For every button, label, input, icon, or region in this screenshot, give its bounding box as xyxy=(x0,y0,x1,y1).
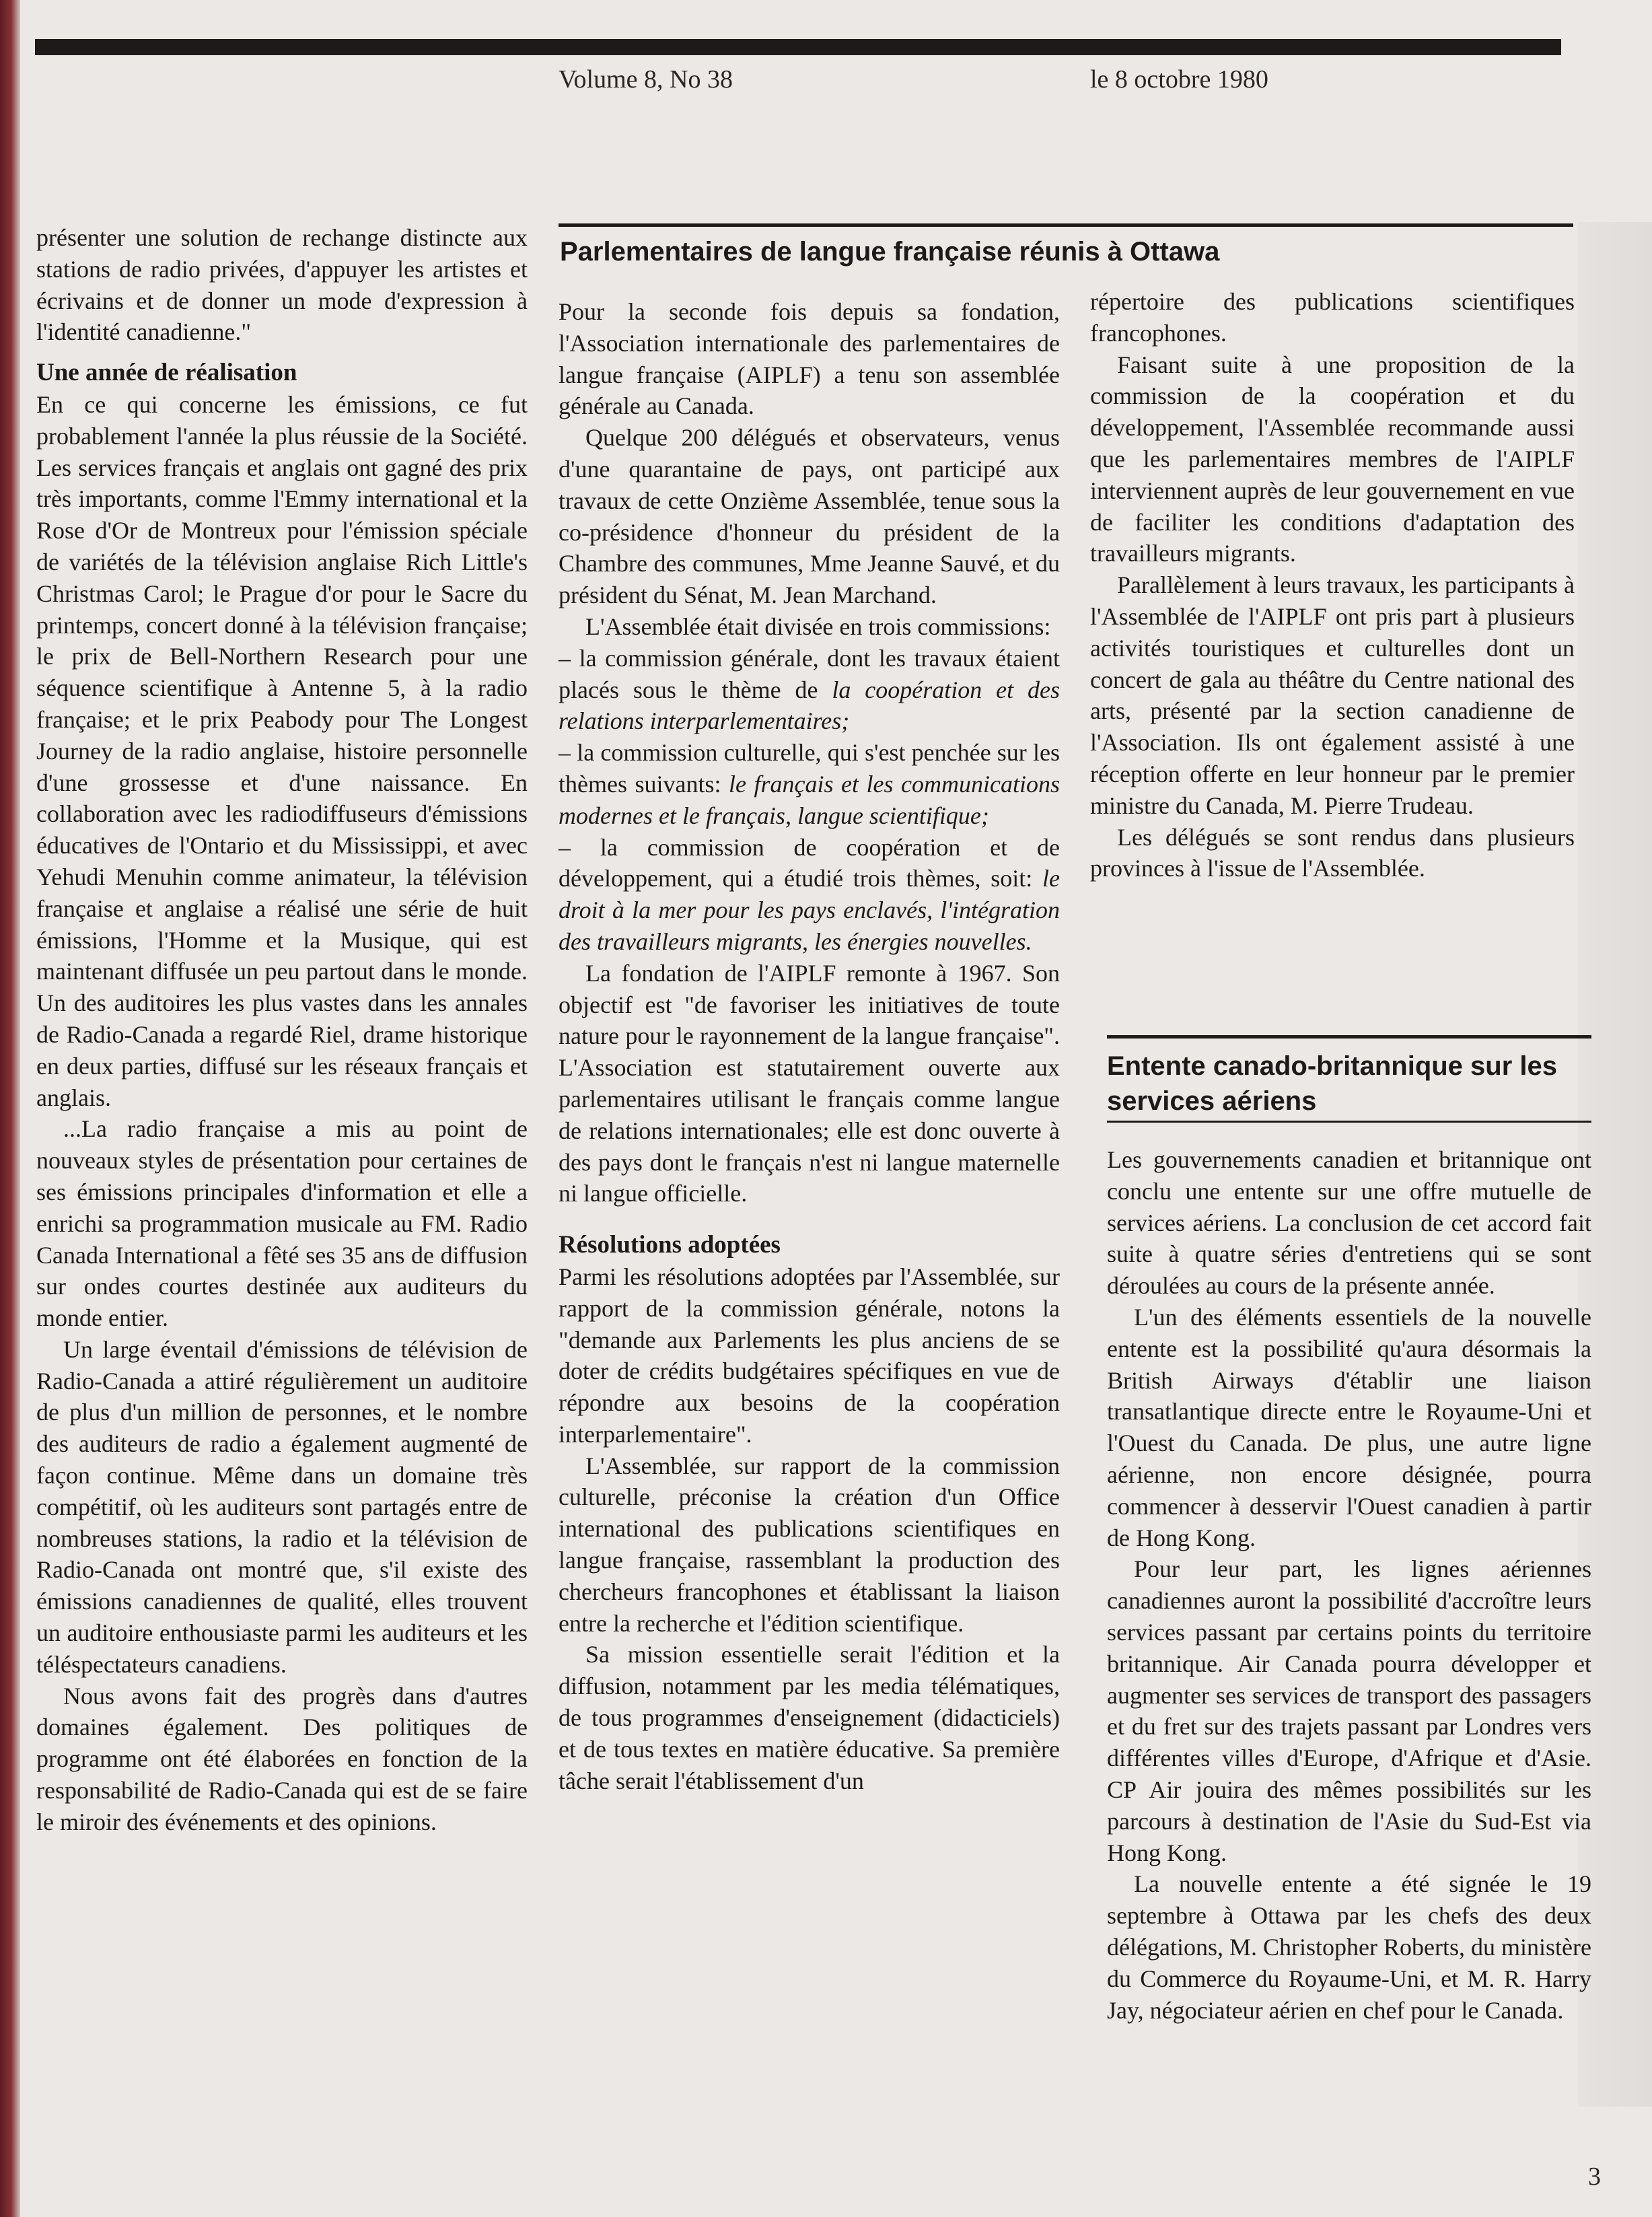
list-item: – la commission de coopération et de développement, qui a étudié trois thèmes, soit: le droit à la mer pour les pays enclavés, l'intégration des travailleurs migrants, les énergies nouvelles. xyxy=(559,833,1060,955)
paragraph: L'Assemblée, sur rapport de la commission culturelle, préconise la création d'un Office international des publications scientifiques en langue française, rassemblant la production des chercheurs francophones et établissant la liaison entre la recherche et l'édition scientifique. xyxy=(559,1452,1060,1637)
binding-gutter xyxy=(0,0,20,2217)
paragraph: Nous avons fait des progrès dans d'autres domaines également. Des politiques de programme ont été élaborées en fonction de la responsabilité de Radio-Canada qui est de se faire le miroir des événements et des opinions. xyxy=(36,1682,528,1835)
paragraph: Sa mission essentielle serait l'édition et la diffusion, notamment par les media télématiques, de tous programmes d'enseignement (didacticiels) et de tous textes en matière éducative. Sa première tâche serait l'établissement d'un xyxy=(559,1641,1060,1794)
article-rule xyxy=(1107,1035,1591,1039)
paragraph: L'un des éléments essentiels de la nouvelle entente est la possibilité qu'aura désormais la British Airways d'établir une liaison transatlantique directe entre le Royaume-Uni et l'Ouest du Canada. De plus, une autre ligne aérienne, non encore désignée, pourra commencer à desservir l'Ouest canadien à partir de Hong Kong. xyxy=(1107,1303,1591,1551)
article-rule xyxy=(559,223,1573,227)
paragraph: Parmi les résolutions adoptées par l'Assemblée, sur rapport de la commission générale, notons la "demande aux Parlements les plus anciens de se doter de crédits budgétaires spécifiques en vue de répondre aux besoins de la coopération interparlementaire". xyxy=(559,1263,1060,1448)
paragraph: Faisant suite à une proposition de la commission de la coopération et du développement, l'Assemblée recommande aussi que les parlementaires membres de l'AIPLF interviennent auprès de leur gouvernement en vue de faciliter les conditions d'adaptation des travailleurs migrants. xyxy=(1090,351,1575,567)
paragraph: répertoire des publications scientifiques francophones. xyxy=(1090,288,1575,347)
paragraph: L'Assemblée était divisée en trois commissions: xyxy=(585,612,1051,640)
paragraph: ...La radio française a mis au point de nouveaux styles de présentation pour certaines de ses émissions principales d'information et elle a enrichi sa programmation musicale au FM. Radio Canada International a fêté ses 35 ans de diffusion sur ondes courtes destinée aux auditeurs du monde entier. xyxy=(36,1115,528,1332)
paragraph: Pour la seconde fois depuis sa fondation, l'Association internationale des parlementaires de langue française (AIPLF) a tenu son assemblée générale au Canada. xyxy=(559,298,1060,420)
page-number: 3 xyxy=(1588,2162,1601,2191)
paragraph: En ce qui concerne les émissions, ce fut probablement l'année la plus réussie de la Société. Les services français et anglais ont gagné des prix très importants, comme l'Emmy international et la Rose d'Or de Montreux pour l'émission spéciale de variétés de la télévision anglaise Rich Little's Christmas Carol; le Prague d'or pour le Sacre du printemps, concert donné à la télévision française; le prix de Bell-Northern Research pour une séquence scientifique à Antenne 5, à la radio française; et le prix Peabody pour The Longest Journey de la radio anglaise, histoire personnelle d'une grossesse et d'une naissance. En collaboration avec les radiodiffuseurs d'émissions éducatives de l'Ontario et du Mississippi, et avec Yehudi Menuhin comme animateur, la télévision française et anglaise a réalisé une série de huit émissions, l'Homme et la Musique, qui est maintenant diffusée un peu partout dans le monde. Un des auditoires les plus vastes dans les annales de Radio-Canada a regardé Riel, drame historique en deux parties, diffusé sur les réseaux français et anglais. xyxy=(36,390,528,1111)
paragraph: Les délégués se sont rendus dans plusieurs provinces à l'issue de l'Assemblée. xyxy=(1090,823,1575,882)
paragraph: présenter une solution de rechange distincte aux stations de radio privées, d'appuyer les artistes et écrivains et de donner un mode d'expression à l'identité canadienne." xyxy=(36,224,528,346)
paragraph: Pour leur part, les lignes aériennes canadiennes auront la possibilité d'accroître leurs services passant par certains points du territoire britannique. Air Canada pourra développer et augmenter ses services de transport des passagers et du fret sur des trajets passant par Londres vers différentes villes d'Europe, d'Afrique et d'Asie. CP Air jouira des mêmes possibilités sur les parcours à destination de l'Asie du Sud-Est via Hong Kong. xyxy=(1107,1555,1591,1866)
paragraph: La nouvelle entente a été signée le 19 septembre à Ottawa par les chefs des deux délégations, M. Christopher Roberts, du ministère du Commerce du Royaume-Uni, et M. R. Harry Jay, négociateur aérien en chef pour le Canada. xyxy=(1107,1870,1591,2024)
title-rule xyxy=(1107,1121,1591,1123)
article-title: Entente canado-britannique sur les services aériens xyxy=(1107,1051,1558,1116)
volume-label: Volume 8, No 38 xyxy=(559,65,733,94)
article1-column2 xyxy=(1090,286,1575,884)
section-heading: Résolutions adoptées xyxy=(559,1231,781,1259)
paragraph: Quelque 200 délégués et observateurs, venus d'une quarantaine de pays, ont participé aux travaux de cette Onzième Assemblée, tenue sous la co-présidence d'honneur du président de la Chambre des communes, Mme Jeanne Sauvé, et du président du Sénat, M. Jean Marchand. xyxy=(559,424,1060,609)
issue-date: le 8 octobre 1980 xyxy=(1090,65,1268,94)
list-item: – la commission générale, dont les travaux étaient placés sous le thème de la coopération et des relations interparlementaires; xyxy=(559,644,1060,735)
article1-column1 xyxy=(559,296,1060,1796)
section-heading: Une année de réalisation xyxy=(36,359,297,387)
article-title: Parlementaires de langue française réunis à Ottawa xyxy=(560,237,1220,267)
list-item: – la commission culturelle, qui s'est penchée sur les thèmes suivants: le français et les communications modernes et le français, langue scientifique; xyxy=(559,739,1060,829)
paragraph: Les gouvernements canadien et britannique ont conclu une entente sur une offre mutuelle de services aériens. La conclusion de cet accord fait suite à quatre séries d'entretiens qui se sont déroulées au cours de la présente année. xyxy=(1107,1146,1591,1300)
left-column xyxy=(36,222,528,1838)
paragraph: Un large éventail d'émissions de télévision de Radio-Canada a attiré régulièrement un auditoire de plus d'un million de personnes, et le nombre des auditeurs de radio a également augmenté de façon continue. Même dans un domaine très compétitif, où les auditeurs sont partagés entre de nombreuses stations, la radio et la télévision de Radio-Canada ont montré que, s'il existe des émissions canadiennes de qualité, elles trouvent un auditoire enthousiaste parmi les auditeurs et les téléspectateurs canadiens. xyxy=(36,1335,528,1678)
article2-column xyxy=(1107,1144,1591,2026)
paragraph: Parallèlement à leurs travaux, les participants à l'Assemblée de l'AIPLF ont pris part à plusieurs activités touristiques et culturelles dont un concert de gala au théâtre du Centre national des arts, présenté par la section canadienne de l'Association. Ils ont également assisté à une réception offerte en leur honneur par le premier ministre du Canada, M. Pierre Trudeau. xyxy=(1090,571,1575,819)
paragraph: La fondation de l'AIPLF remonte à 1967. Son objectif est "de favoriser les initiatives de toute nature pour le rayonnement de la langue française". L'Association est statutairement ouverte aux parlementaires utilisant le français comme langue de relations internationales; elle est donc ouverte à des pays dont le français n'est ni langue maternelle ni langue officielle. xyxy=(559,959,1060,1207)
header-rule xyxy=(35,39,1561,55)
